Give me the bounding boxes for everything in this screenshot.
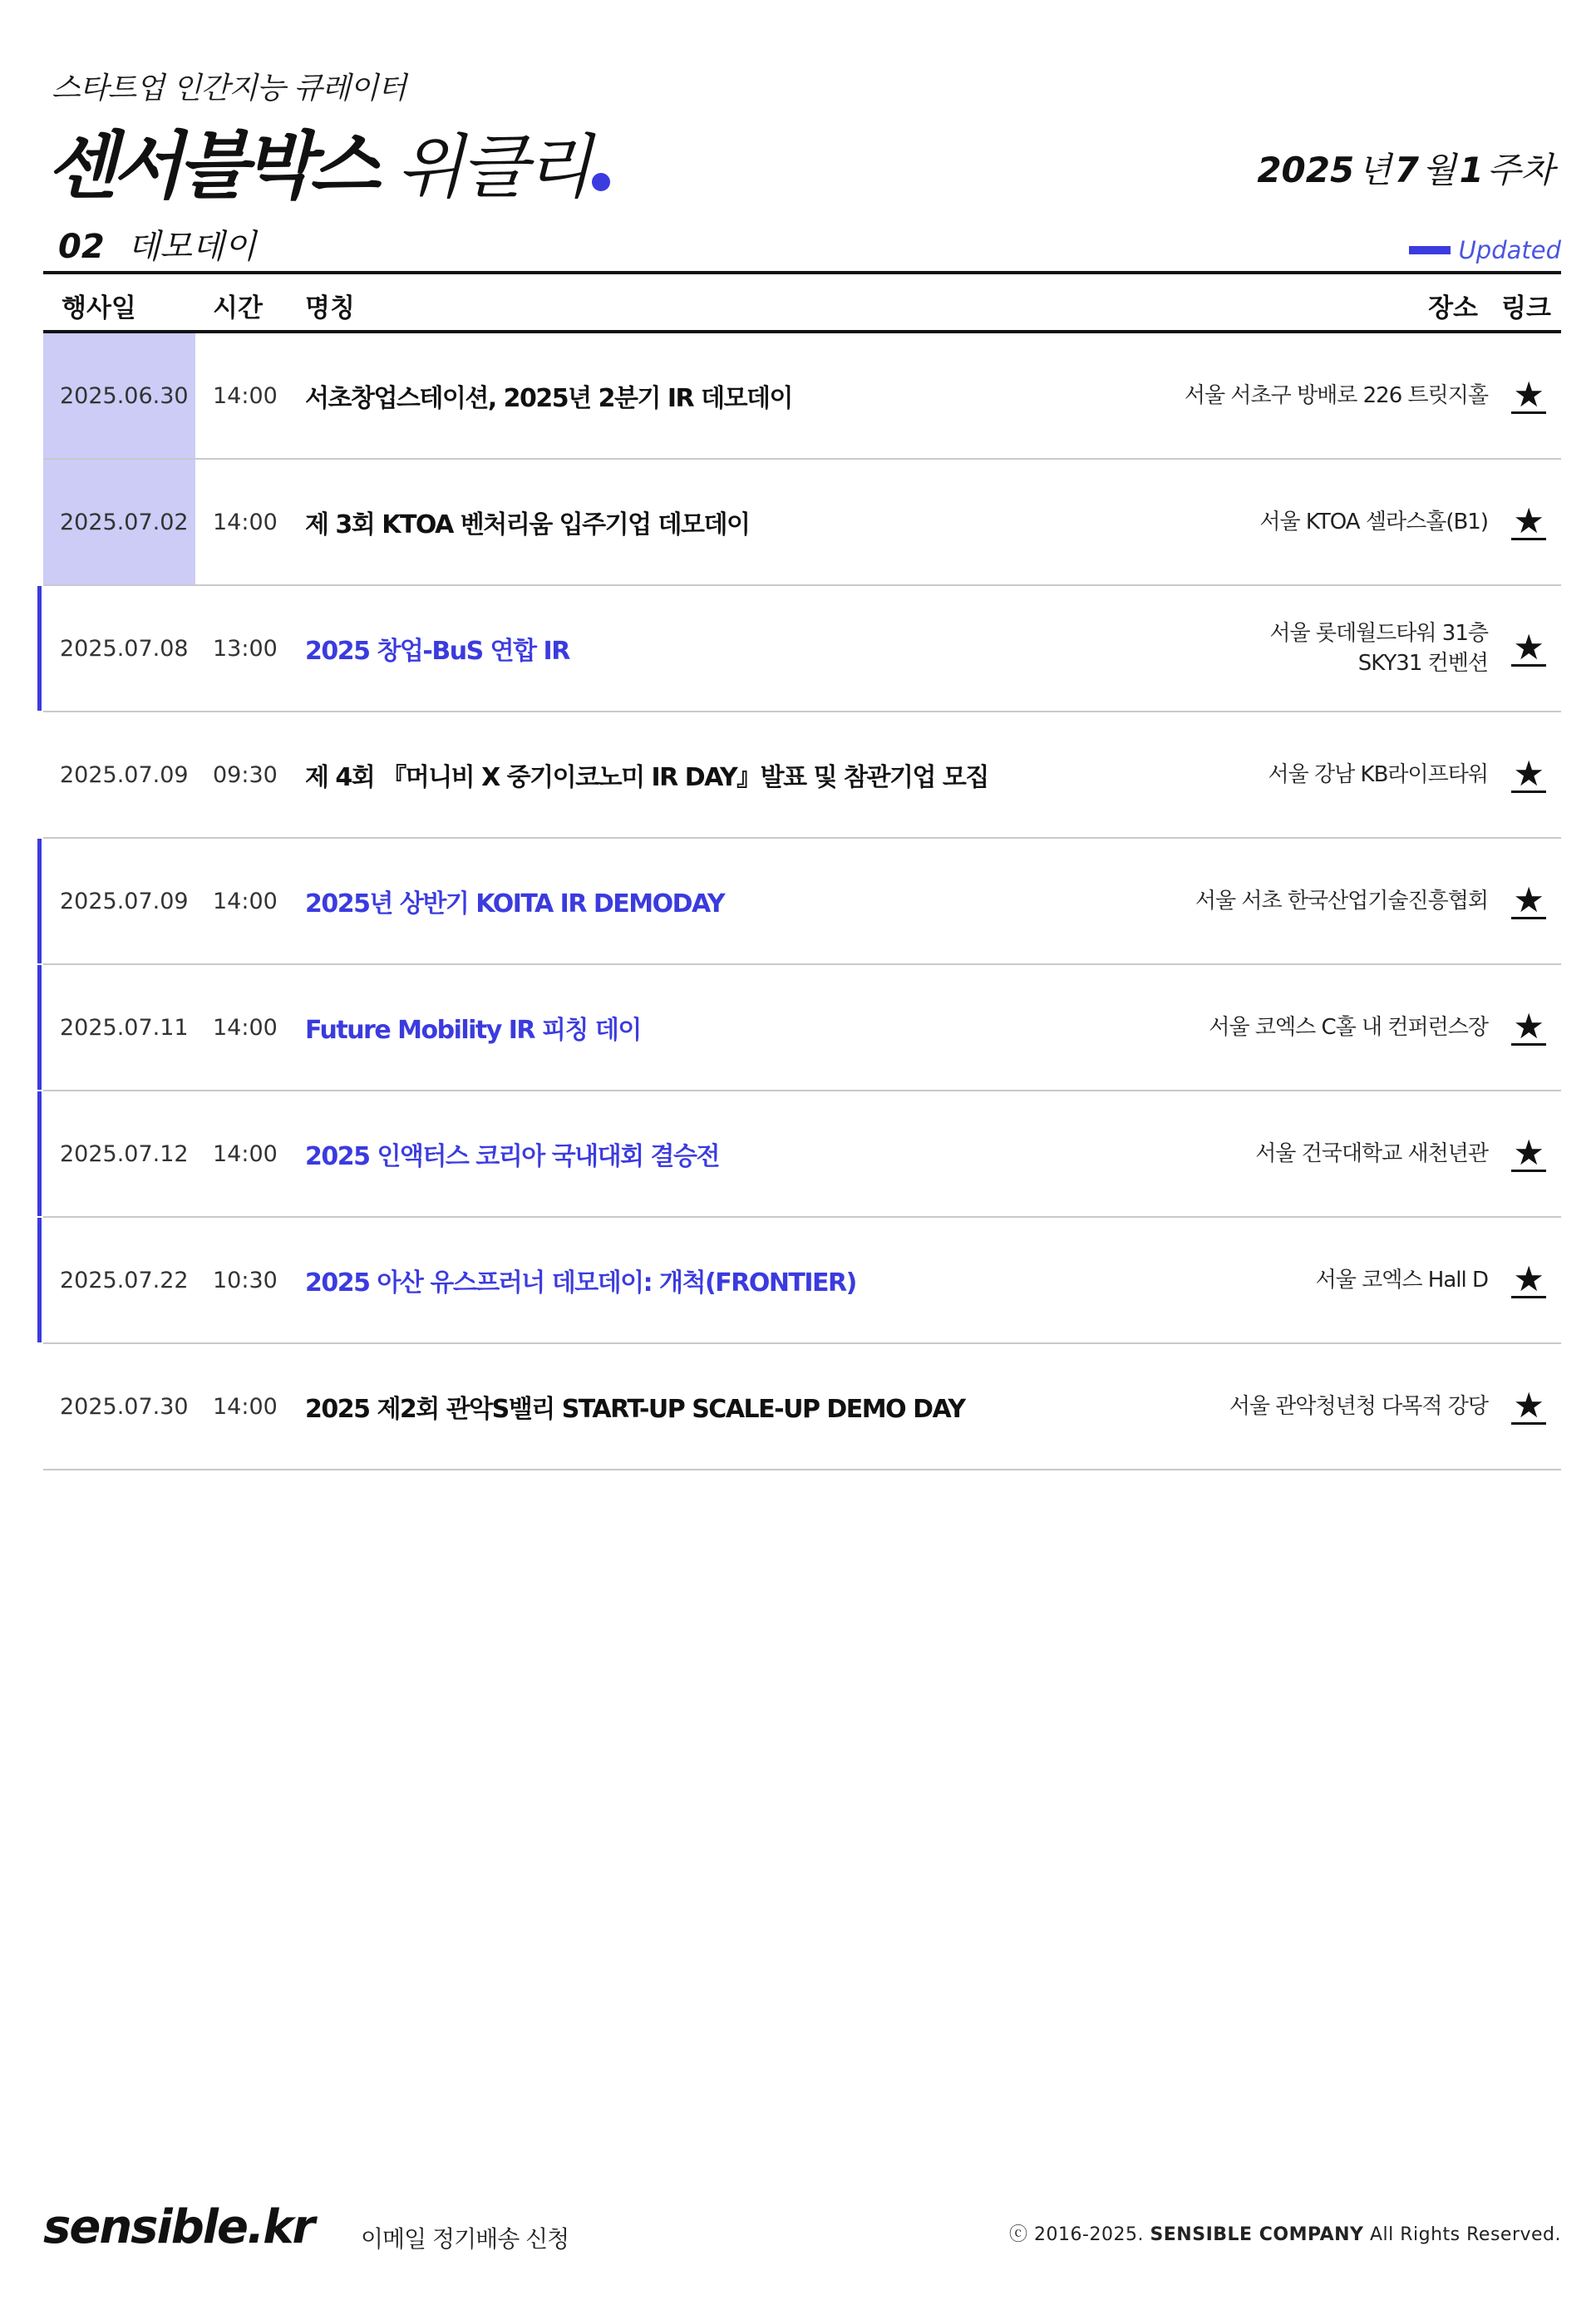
row-location — [1185, 333, 1488, 458]
row-link[interactable] — [1511, 1091, 1546, 1216]
section-number: 02 — [58, 228, 105, 266]
table-top-rule — [43, 271, 1561, 274]
table-row — [43, 460, 1561, 586]
row-link[interactable] — [1511, 586, 1546, 711]
row-date: 2025.07.30 — [60, 1393, 189, 1420]
edition-month: 7 — [1394, 150, 1420, 190]
row-time: 13:00 — [213, 635, 278, 662]
row-event-name: 2025 인액터스 코리아 국내대회 결승전 — [305, 1142, 719, 1171]
row-location — [1268, 712, 1488, 837]
footer-logo[interactable]: sensible.kr — [43, 2200, 314, 2254]
row-date: 2025.07.09 — [60, 761, 189, 788]
row-location-line1: 서울 코엑스 Hall D — [1315, 1268, 1488, 1293]
row-location — [1209, 965, 1488, 1090]
row-location-line1: 서울 서초구 방배로 226 트릿지홀 — [1184, 383, 1488, 408]
row-event-name: 2025년 상반기 KOITA IR DEMODAY — [305, 889, 725, 919]
row-link[interactable] — [1511, 965, 1546, 1090]
table-row — [43, 1218, 1561, 1344]
row-event-name: Future Mobility IR 피칭 데이 — [305, 1016, 641, 1045]
edition-week: 1 — [1459, 150, 1484, 190]
row-link[interactable] — [1511, 839, 1546, 963]
star-icon[interactable]: ★ — [1513, 1384, 1544, 1426]
updated-marker — [37, 1218, 42, 1342]
brand-main: 센서블박스 — [47, 123, 376, 209]
updated-marker — [37, 965, 42, 1090]
edition-year-unit: 년 — [1357, 150, 1392, 190]
star-icon[interactable]: ★ — [1513, 373, 1544, 415]
row-location-line1: 서울 건국대학교 새천년관 — [1255, 1141, 1488, 1166]
row-event-name: 2025 창업-BuS 연합 IR — [305, 637, 569, 666]
row-date: 2025.07.12 — [60, 1140, 189, 1167]
edition-month-unit: 월 — [1422, 150, 1456, 190]
row-link[interactable] — [1511, 1344, 1546, 1469]
row-location-line2: SKY31 컨벤션 — [1357, 651, 1488, 676]
table-row — [43, 586, 1561, 712]
row-location — [1195, 839, 1488, 963]
brand-dot-icon — [592, 173, 610, 191]
updated-marker — [37, 586, 42, 711]
star-icon[interactable]: ★ — [1513, 1258, 1544, 1299]
star-icon[interactable]: ★ — [1513, 626, 1544, 667]
column-header-name: 명칭 — [305, 293, 355, 323]
copyright-company: SENSIBLE COMPANY — [1150, 2224, 1364, 2245]
brand-tagline: 스타트업 인간지능 큐레이터 — [52, 71, 406, 106]
row-link[interactable] — [1511, 712, 1546, 837]
row-date: 2025.06.30 — [60, 382, 189, 409]
row-time: 14:00 — [213, 382, 278, 409]
row-link[interactable] — [1511, 460, 1546, 584]
row-location — [1269, 586, 1488, 711]
row-link[interactable] — [1511, 333, 1546, 458]
copyright-years: ⓒ 2016-2025. — [1009, 2224, 1144, 2245]
row-date: 2025.07.11 — [60, 1014, 189, 1041]
star-icon[interactable]: ★ — [1513, 500, 1544, 541]
table-row — [43, 333, 1561, 460]
row-location-line1: 서울 관악청년청 다목적 강당 — [1229, 1394, 1488, 1419]
copyright-rights: All Rights Reserved. — [1369, 2224, 1561, 2245]
updated-legend-bar-icon — [1409, 246, 1451, 254]
row-location — [1259, 460, 1488, 584]
star-icon[interactable]: ★ — [1513, 752, 1544, 794]
row-time: 14:00 — [213, 1140, 278, 1167]
row-location-line1: 서울 강남 KB라이프타워 — [1268, 762, 1488, 787]
row-location-line1: 서울 롯데월드타워 31층 — [1269, 621, 1488, 646]
row-time: 14:00 — [213, 1393, 278, 1420]
row-time: 14:00 — [213, 888, 278, 914]
row-event-name: 제 3회 KTOA 벤처리움 입주기업 데모데이 — [305, 510, 750, 539]
row-date: 2025.07.09 — [60, 888, 189, 914]
row-time: 10:30 — [213, 1267, 278, 1293]
updated-legend — [1409, 236, 1561, 264]
table-row — [43, 712, 1561, 839]
row-time: 14:00 — [213, 1014, 278, 1041]
row-link[interactable] — [1511, 1218, 1546, 1342]
copyright — [1009, 2220, 1561, 2246]
brand-title — [47, 108, 610, 209]
section-title: 데모데이 — [127, 228, 257, 266]
demoday-table — [43, 333, 1561, 1470]
table-row — [43, 839, 1561, 965]
row-location — [1316, 1218, 1488, 1342]
row-event-name: 2025 제2회 관악S밸리 START-UP SCALE-UP DEMO DAY — [305, 1395, 965, 1424]
section-heading — [58, 220, 256, 268]
column-header-link: 링크 — [1501, 293, 1551, 323]
table-header — [43, 276, 1561, 329]
table-row — [43, 1344, 1561, 1470]
table-row — [43, 1091, 1561, 1218]
updated-marker — [37, 839, 42, 963]
row-location-line1: 서울 KTOA 셀라스홀(B1) — [1259, 510, 1488, 534]
star-icon[interactable]: ★ — [1513, 879, 1544, 920]
edition-week-unit: 주차 — [1486, 150, 1554, 190]
star-icon[interactable]: ★ — [1513, 1005, 1544, 1047]
row-event-name: 2025 아산 유스프러너 데모데이: 개척(FRONTIER) — [305, 1268, 856, 1298]
updated-legend-label: Updated — [1458, 236, 1561, 264]
star-icon[interactable]: ★ — [1513, 1131, 1544, 1173]
row-time: 09:30 — [213, 761, 278, 788]
row-date: 2025.07.02 — [60, 509, 189, 535]
edition-label — [1257, 143, 1554, 193]
updated-marker — [37, 1091, 42, 1216]
edition-year: 2025 — [1257, 150, 1355, 190]
row-date: 2025.07.22 — [60, 1267, 189, 1293]
column-header-date: 행사일 — [62, 293, 136, 323]
row-event-name: 제 4회 『머니비 X 중기이코노미 IR DAY』발표 및 참관기업 모집 — [305, 763, 988, 792]
row-location-line1: 서울 서초 한국산업기술진흥협회 — [1195, 889, 1488, 914]
row-time: 14:00 — [213, 509, 278, 535]
column-header-location: 장소 — [1428, 293, 1478, 323]
row-location — [1229, 1344, 1488, 1469]
column-header-time: 시간 — [213, 293, 263, 323]
row-date: 2025.07.08 — [60, 635, 189, 662]
row-location-line1: 서울 코엑스 C홀 내 컨퍼런스장 — [1209, 1015, 1488, 1040]
subscribe-link[interactable]: 이메일 정기배송 신청 — [361, 2225, 569, 2253]
table-row — [43, 965, 1561, 1091]
row-location — [1255, 1091, 1488, 1216]
row-event-name: 서초창업스테이션, 2025년 2분기 IR 데모데이 — [305, 384, 793, 413]
brand-sub: 위클리 — [397, 126, 589, 208]
